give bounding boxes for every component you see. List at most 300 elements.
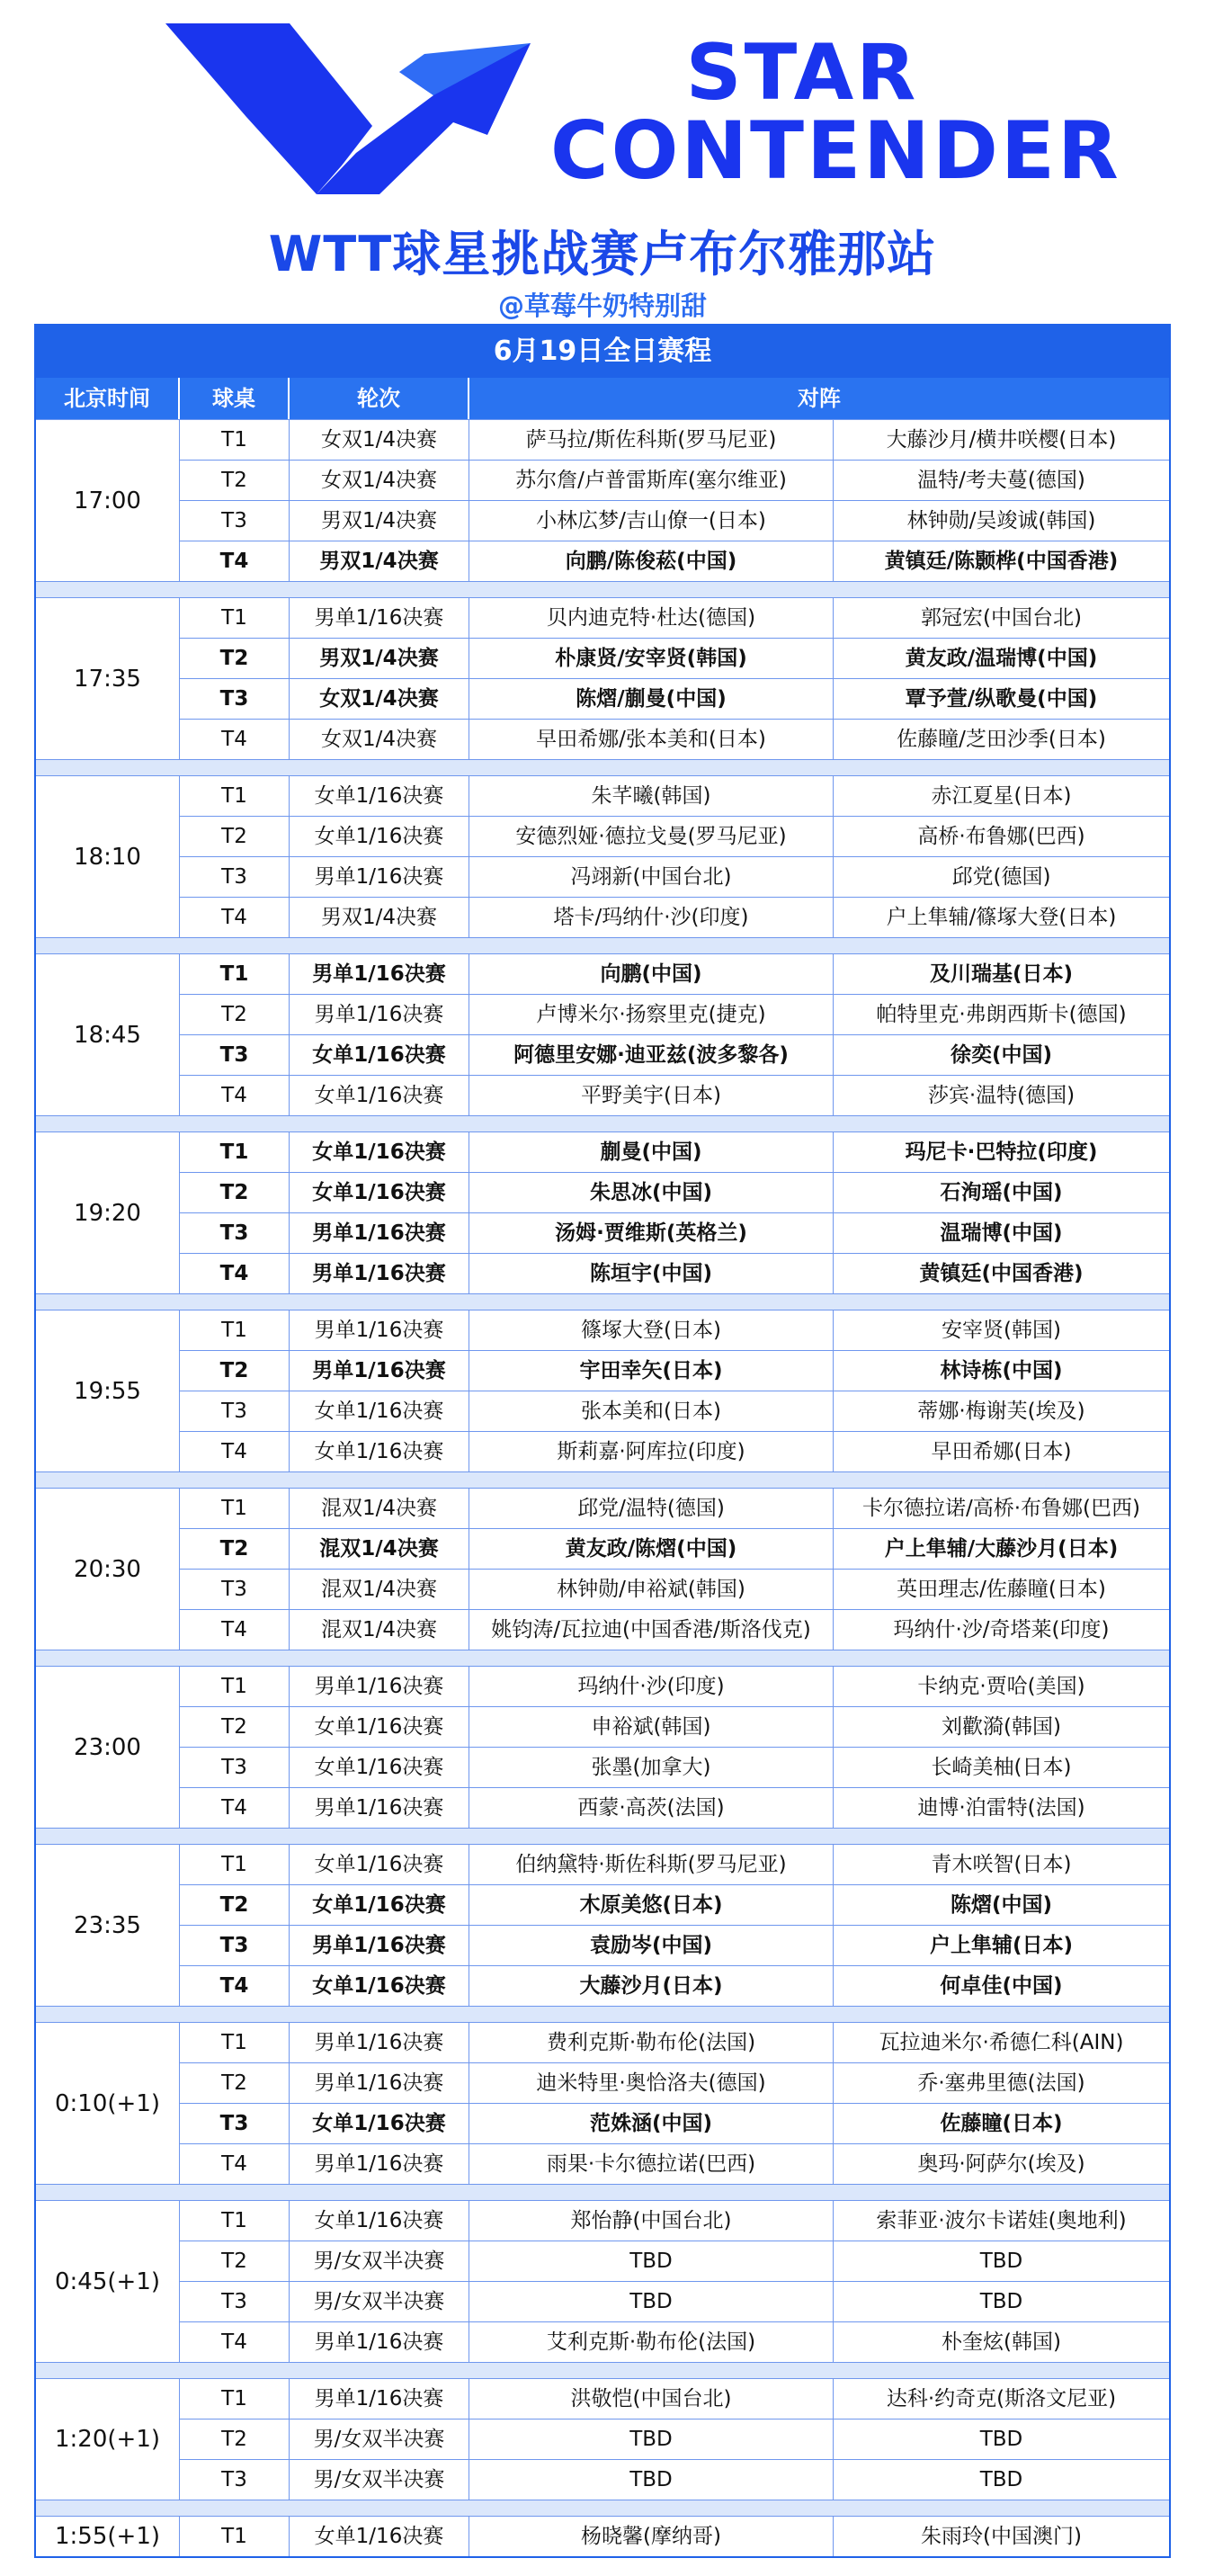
- cell-player-1: 蒯曼(中国): [469, 1132, 834, 1172]
- cell-round: 女单1/16决赛: [290, 1966, 469, 2006]
- cell-round: 男/女双半决赛: [290, 2460, 469, 2500]
- cell-player-1: 黄友政/陈熠(中国): [469, 1529, 834, 1569]
- cell-table: T1: [180, 1489, 290, 1528]
- cell-table: T4: [180, 898, 290, 937]
- cell-player-1: TBD: [469, 2419, 834, 2459]
- cell-player-2: 高桥·布鲁娜(巴西): [917, 825, 1085, 848]
- cell-table: T2: [180, 2063, 290, 2103]
- block-separator: [36, 1650, 1169, 1666]
- table-row: [180, 1132, 1169, 1172]
- cell-table: T1: [180, 1845, 290, 1884]
- cell-player-2: 瓦拉迪米尔·希德仁科(AIN): [879, 2031, 1124, 2054]
- cell-table: T3: [180, 679, 290, 719]
- match-rows: [180, 2023, 1169, 2184]
- time-slot-label: 19:55: [36, 1310, 180, 1471]
- cell-table: T3: [180, 501, 290, 541]
- cell-player-1: TBD: [469, 2282, 834, 2321]
- cell-player-2: 朱雨玲(中国澳门): [921, 2525, 1082, 2548]
- cell-round: 男单1/16决赛: [290, 1310, 469, 1350]
- match-rows: [180, 954, 1169, 1115]
- table-row: [180, 856, 1169, 897]
- cell-player-2: 石洵瑶(中国): [940, 1181, 1063, 1204]
- block-separator: [36, 581, 1169, 597]
- cell-player-1: 平野美宇(日本): [469, 1076, 834, 1115]
- cell-player-2: 林钟勋/吴竣诚(韩国): [906, 509, 1096, 532]
- cell-round: 男单1/16决赛: [290, 2322, 469, 2362]
- cell-round: 女单1/16决赛: [290, 1707, 469, 1747]
- cell-player-2: TBD: [979, 2290, 1023, 2313]
- cell-player-1: TBD: [469, 2241, 834, 2281]
- cell-player-1: 范姝涵(中国): [469, 2104, 834, 2143]
- cell-table: T1: [180, 2023, 290, 2062]
- cell-player-1: 袁励岑(中国): [469, 1926, 834, 1965]
- time-slot-block: [36, 419, 1169, 581]
- table-row: [180, 2241, 1169, 2281]
- time-slot-label: 17:35: [36, 598, 180, 759]
- cell-table: T4: [180, 720, 290, 759]
- cell-player-1: 萨马拉/斯佐科斯(罗马尼亚): [469, 420, 834, 460]
- cell-player-2: 大藤沙月/横井咲樱(日本): [886, 428, 1117, 452]
- table-row: [180, 994, 1169, 1034]
- table-row: [180, 1609, 1169, 1650]
- cell-round: 男/女双半决赛: [290, 2241, 469, 2281]
- table-row: [180, 1253, 1169, 1293]
- cell-player-2: 温瑞博(中国): [940, 1221, 1063, 1245]
- match-rows: [180, 1310, 1169, 1471]
- match-rows: [180, 2201, 1169, 2362]
- cell-player-2: 佐藤瞳(日本): [940, 2112, 1063, 2135]
- table-row: [180, 2419, 1169, 2459]
- cell-table: T3: [180, 1748, 290, 1787]
- table-row: [180, 500, 1169, 541]
- cell-player-1: 斯莉嘉·阿库拉(印度): [469, 1432, 834, 1471]
- table-row: [180, 1965, 1169, 2006]
- cell-round: 女单1/16决赛: [290, 1748, 469, 1787]
- cell-table: T4: [180, 1076, 290, 1115]
- block-separator: [36, 2184, 1169, 2200]
- cell-table: T3: [180, 1570, 290, 1609]
- cell-player-1: 向鹏(中国): [469, 954, 834, 994]
- cell-player-1: 阿德里安娜·迪亚兹(波多黎各): [469, 1035, 834, 1075]
- cell-player-2: TBD: [979, 2468, 1023, 2491]
- cell-table: T4: [180, 541, 290, 581]
- table-row: [180, 2201, 1169, 2241]
- cell-table: T1: [180, 2379, 290, 2419]
- table-row: [180, 897, 1169, 937]
- time-slot-label: 23:35: [36, 1845, 180, 2006]
- cell-table: T2: [180, 1707, 290, 1747]
- table-row: [180, 2379, 1169, 2419]
- table-row: [180, 1569, 1169, 1609]
- cell-player-2: 朴奎炫(韩国): [942, 2330, 1061, 2354]
- cell-round: 女单1/16决赛: [290, 1391, 469, 1431]
- cell-player-2: 卡纳克·贾哈(美国): [917, 1675, 1085, 1698]
- cell-table: T1: [180, 598, 290, 638]
- cell-round: 男单1/16决赛: [290, 857, 469, 897]
- table-row: [180, 678, 1169, 719]
- time-slot-label: 1:20(+1): [36, 2379, 180, 2500]
- time-slot-block: [36, 775, 1169, 937]
- cell-table: T1: [180, 2517, 290, 2556]
- match-rows: [180, 420, 1169, 581]
- table-row: [180, 954, 1169, 994]
- cell-round: 女单1/16决赛: [290, 1132, 469, 1172]
- table-row: [180, 2281, 1169, 2321]
- match-rows: [180, 1667, 1169, 1828]
- cell-table: T2: [180, 461, 290, 500]
- cell-player-1: 西蒙·高茨(法国): [469, 1788, 834, 1828]
- table-row: [180, 1787, 1169, 1828]
- time-slot-label: 0:45(+1): [36, 2201, 180, 2362]
- block-separator: [36, 1828, 1169, 1844]
- cell-player-1: 篠塚大登(日本): [469, 1310, 834, 1350]
- cell-round: 男双1/4决赛: [290, 501, 469, 541]
- table-row: [180, 1925, 1169, 1965]
- table-row: [180, 1172, 1169, 1212]
- cell-round: 女单1/16决赛: [290, 2201, 469, 2241]
- time-slot-label: 18:45: [36, 954, 180, 1115]
- cell-player-1: 卢博米尔·扬察里克(捷克): [469, 995, 834, 1034]
- cell-round: 混双1/4决赛: [290, 1529, 469, 1569]
- cell-player-2: 温特/考夫蔓(德国): [917, 469, 1085, 492]
- time-slot-label: 19:20: [36, 1132, 180, 1293]
- cell-table: T4: [180, 2322, 290, 2362]
- table-row: [180, 1747, 1169, 1787]
- cell-player-1: 张本美和(日本): [469, 1391, 834, 1431]
- table-row: [180, 1706, 1169, 1747]
- block-separator: [36, 2500, 1169, 2516]
- cell-table: T2: [180, 639, 290, 678]
- cell-player-2: 佐藤瞳/芝田沙季(日本): [897, 728, 1106, 751]
- cell-player-1: 冯翊新(中国台北): [469, 857, 834, 897]
- time-slot-label: 18:10: [36, 776, 180, 937]
- cell-player-2: 莎宾·温特(德国): [927, 1084, 1076, 1107]
- cell-player-2: 长崎美柚(日本): [931, 1756, 1072, 1779]
- table-row: [180, 1884, 1169, 1925]
- time-slot-label: 23:00: [36, 1667, 180, 1828]
- cell-table: T2: [180, 2241, 290, 2281]
- cell-player-2: 户上隼辅/篠塚大登(日本): [886, 906, 1117, 929]
- cell-player-2: 达科·约奇克(斯洛文尼亚): [886, 2387, 1117, 2411]
- cell-table: T3: [180, 1391, 290, 1431]
- cell-player-2: 黄镇廷(中国香港): [919, 1262, 1084, 1285]
- cell-player-1: 大藤沙月(日本): [469, 1966, 834, 2006]
- time-slot-label: 17:00: [36, 420, 180, 581]
- table-row: [180, 2103, 1169, 2143]
- cell-table: T3: [180, 2460, 290, 2500]
- table-row: [180, 776, 1169, 816]
- block-separator: [36, 1115, 1169, 1131]
- cell-round: 男双1/4决赛: [290, 541, 469, 581]
- cell-round: 女单1/16决赛: [290, 1035, 469, 1075]
- cell-player-1: 木原美悠(日本): [469, 1885, 834, 1925]
- cell-player-2: TBD: [979, 2428, 1023, 2451]
- cell-player-2: 早田希娜(日本): [931, 1440, 1072, 1463]
- cell-player-2: 青木咲智(日本): [931, 1853, 1072, 1876]
- table-row: [180, 2517, 1169, 2556]
- cell-round: 男单1/16决赛: [290, 2023, 469, 2062]
- brand-line-contender: CONTENDER: [550, 104, 1121, 197]
- table-row: [180, 1212, 1169, 1253]
- cell-table: T2: [180, 2419, 290, 2459]
- cell-round: 男双1/4决赛: [290, 639, 469, 678]
- cell-player-2: 英田理志/佐藤瞳(日本): [897, 1578, 1106, 1601]
- wtt-logo-icon: [164, 18, 532, 194]
- cell-round: 男单1/16决赛: [290, 2063, 469, 2103]
- cell-table: T4: [180, 1966, 290, 2006]
- cell-player-1: 邱党/温特(德国): [469, 1489, 834, 1528]
- block-separator: [36, 1293, 1169, 1310]
- table-row: [180, 1034, 1169, 1075]
- cell-player-2: 迪博·泊雷特(法国): [917, 1796, 1085, 1820]
- cell-round: 男双1/4决赛: [290, 898, 469, 937]
- cell-player-1: 姚钧涛/瓦拉迪(中国香港/斯洛伐克): [469, 1610, 834, 1650]
- cell-player-2: 林诗栋(中国): [940, 1359, 1063, 1382]
- cell-player-1: 陈垣宇(中国): [469, 1254, 834, 1293]
- time-slot-block: [36, 2378, 1169, 2500]
- cell-player-1: 向鹏/陈俊菘(中国): [469, 541, 834, 581]
- time-slot-block: [36, 1666, 1169, 1828]
- cell-round: 女单1/16决赛: [290, 817, 469, 856]
- cell-table: T3: [180, 1213, 290, 1253]
- cell-player-2: 乔·塞弗里德(法国): [917, 2071, 1085, 2095]
- match-rows: [180, 776, 1169, 937]
- header: [0, 0, 1205, 324]
- cell-player-2: 玛尼卡·巴特拉(印度): [905, 1140, 1098, 1164]
- block-separator: [36, 2362, 1169, 2378]
- cell-round: 男单1/16决赛: [290, 2379, 469, 2419]
- cell-player-1: 贝内迪克特·杜达(德国): [469, 598, 834, 638]
- cell-round: 女双1/4决赛: [290, 461, 469, 500]
- cell-player-2: 黄镇廷/陈颢桦(中国香港): [884, 550, 1119, 573]
- time-slot-label: 20:30: [36, 1489, 180, 1650]
- cell-player-2: 刘歡漪(韩国): [942, 1715, 1061, 1739]
- time-slot-label: 1:55(+1): [36, 2517, 180, 2556]
- column-header-time: 北京时间: [36, 378, 180, 419]
- time-slot-block: [36, 2200, 1169, 2362]
- cell-player-1: 郑怡静(中国台北): [469, 2201, 834, 2241]
- table-row: [180, 2459, 1169, 2500]
- cell-table: T1: [180, 1132, 290, 1172]
- cell-player-1: 宇田幸矢(日本): [469, 1351, 834, 1391]
- cell-table: T2: [180, 995, 290, 1034]
- cell-player-1: TBD: [469, 2460, 834, 2500]
- cell-player-2: 蒂娜·梅谢芙(埃及): [917, 1400, 1085, 1423]
- table-row: [180, 2023, 1169, 2062]
- cell-table: T3: [180, 1926, 290, 1965]
- cell-table: T4: [180, 1788, 290, 1828]
- time-slot-block: [36, 2022, 1169, 2184]
- cell-player-2: 陈熠(中国): [950, 1893, 1053, 1917]
- cell-table: T2: [180, 1351, 290, 1391]
- cell-table: T1: [180, 2201, 290, 2241]
- cell-player-2: 徐奕(中国): [950, 1043, 1053, 1067]
- brand-line-star: STAR: [685, 28, 919, 118]
- table-row: [180, 1667, 1169, 1706]
- cell-round: 女双1/4决赛: [290, 420, 469, 460]
- table-row: [180, 816, 1169, 856]
- cell-player-1: 迪米特里·奥恰洛夫(德国): [469, 2063, 834, 2103]
- table-row: [180, 2321, 1169, 2362]
- schedule-banner: 6月19日全日赛程: [36, 326, 1169, 378]
- cell-player-1: 玛纳什·沙(印度): [469, 1667, 834, 1706]
- cell-table: T2: [180, 817, 290, 856]
- cell-round: 男单1/16决赛: [290, 1213, 469, 1253]
- time-slot-block: [36, 1844, 1169, 2006]
- table-row: [180, 638, 1169, 678]
- cell-round: 男单1/16决赛: [290, 1254, 469, 1293]
- brand-wordmark: [550, 28, 1121, 197]
- cell-player-1: 朱思冰(中国): [469, 1173, 834, 1212]
- cell-round: 女单1/16决赛: [290, 1432, 469, 1471]
- schedule-table: [34, 324, 1171, 2558]
- cell-round: 女单1/16决赛: [290, 776, 469, 816]
- cell-round: 女单1/16决赛: [290, 2104, 469, 2143]
- table-row: [180, 1431, 1169, 1471]
- cell-player-1: 塔卡/玛纳什·沙(印度): [469, 898, 834, 937]
- cell-round: 男单1/16决赛: [290, 954, 469, 994]
- cell-round: 女单1/16决赛: [290, 1076, 469, 1115]
- cell-round: 男单1/16决赛: [290, 1926, 469, 1965]
- cell-player-2: TBD: [979, 2250, 1023, 2273]
- cell-table: T1: [180, 420, 290, 460]
- cell-player-1: 申裕斌(韩国): [469, 1707, 834, 1747]
- schedule-body: [36, 419, 1169, 2556]
- cell-player-1: 林钟勋/申裕斌(韩国): [469, 1570, 834, 1609]
- table-row: [180, 1075, 1169, 1115]
- time-slot-block: [36, 1310, 1169, 1471]
- cell-player-1: 杨晓馨(摩纳哥): [469, 2517, 834, 2556]
- cell-player-2: 户上隼辅(日本): [929, 1934, 1074, 1957]
- cell-player-1: 洪敬恺(中国台北): [469, 2379, 834, 2419]
- cell-player-1: 艾利克斯·勒布伦(法国): [469, 2322, 834, 2362]
- time-slot-block: [36, 1131, 1169, 1293]
- table-row: [180, 1489, 1169, 1528]
- cell-round: 男单1/16决赛: [290, 1788, 469, 1828]
- cell-player-1: 汤姆·贾维斯(英格兰): [469, 1213, 834, 1253]
- cell-player-1: 陈熠/蒯曼(中国): [469, 679, 834, 719]
- column-header-round: 轮次: [290, 378, 469, 419]
- column-header-match: 对阵: [798, 386, 841, 411]
- block-separator: [36, 1471, 1169, 1488]
- cell-table: T2: [180, 1173, 290, 1212]
- cell-player-1: 早田希娜/张本美和(日本): [469, 720, 834, 759]
- cell-player-2: 覃予萱/纵歌曼(中国): [905, 687, 1098, 711]
- table-row: [180, 1845, 1169, 1884]
- table-row: [180, 2143, 1169, 2184]
- cell-round: 男单1/16决赛: [290, 598, 469, 638]
- cell-table: T3: [180, 2104, 290, 2143]
- cell-player-1: 雨果·卡尔德拉诺(巴西): [469, 2144, 834, 2184]
- match-rows: [180, 2379, 1169, 2500]
- time-slot-block: [36, 597, 1169, 759]
- cell-player-2: 索菲亚·波尔卡诺娃(奥地利): [876, 2209, 1127, 2232]
- table-row: [180, 719, 1169, 759]
- cell-table: T3: [180, 2282, 290, 2321]
- cell-round: 男/女双半决赛: [290, 2282, 469, 2321]
- cell-table: T2: [180, 1529, 290, 1569]
- cell-round: 混双1/4决赛: [290, 1570, 469, 1609]
- table-row: [180, 1528, 1169, 1569]
- cell-player-1: 小林広梦/吉山僚一(日本): [469, 501, 834, 541]
- cell-round: 男单1/16决赛: [290, 2144, 469, 2184]
- table-row: [180, 1350, 1169, 1391]
- cell-round: 混双1/4决赛: [290, 1610, 469, 1650]
- table-row: [180, 598, 1169, 638]
- time-slot-block: [36, 1488, 1169, 1650]
- cell-player-2: 何卓佳(中国): [940, 1974, 1063, 1998]
- cell-round: 女单1/16决赛: [290, 2517, 469, 2556]
- author-handle: @草莓牛奶特别甜: [497, 291, 707, 321]
- cell-player-2: 玛纳什·沙/奇塔莱(印度): [893, 1618, 1110, 1641]
- cell-player-1: 伯纳黛特·斯佐科斯(罗马尼亚): [469, 1845, 834, 1884]
- cell-table: T4: [180, 2144, 290, 2184]
- cell-round: 男单1/16决赛: [290, 1351, 469, 1391]
- cell-table: T2: [180, 1885, 290, 1925]
- cell-player-1: 朱芊曦(韩国): [469, 776, 834, 816]
- cell-player-2: 户上隼辅/大藤沙月(日本): [884, 1537, 1119, 1561]
- time-slot-block: [36, 2516, 1169, 2556]
- cell-table: T4: [180, 1432, 290, 1471]
- table-row: [180, 1310, 1169, 1350]
- cell-table: T1: [180, 1310, 290, 1350]
- cell-round: 男单1/16决赛: [290, 1667, 469, 1706]
- column-header-row: [36, 378, 1169, 419]
- match-rows: [180, 1845, 1169, 2006]
- cell-player-2: 卡尔德拉诺/高桥·布鲁娜(巴西): [861, 1497, 1140, 1520]
- cell-table: T4: [180, 1254, 290, 1293]
- cell-table: T1: [180, 1667, 290, 1706]
- cell-table: T1: [180, 776, 290, 816]
- cell-round: 女双1/4决赛: [290, 679, 469, 719]
- match-rows: [180, 1489, 1169, 1650]
- cell-player-1: 苏尔詹/卢普雷斯库(塞尔维亚): [469, 461, 834, 500]
- table-row: [180, 2062, 1169, 2103]
- cell-player-1: 费利克斯·勒布伦(法国): [469, 2023, 834, 2062]
- cell-player-2: 郭冠宏(中国台北): [921, 606, 1082, 630]
- cell-round: 女单1/16决赛: [290, 1173, 469, 1212]
- cell-player-2: 及川瑞基(日本): [929, 962, 1074, 986]
- table-row: [180, 541, 1169, 581]
- block-separator: [36, 937, 1169, 953]
- cell-round: 男/女双半决赛: [290, 2419, 469, 2459]
- match-rows: [180, 598, 1169, 759]
- time-slot-block: [36, 953, 1169, 1115]
- table-row: [180, 460, 1169, 500]
- cell-player-2: 帕特里克·弗朗西斯卡(德国): [876, 1003, 1127, 1026]
- cell-table: T1: [180, 954, 290, 994]
- cell-player-2: 奥玛·阿萨尔(埃及): [917, 2152, 1085, 2176]
- cell-table: T3: [180, 1035, 290, 1075]
- cell-round: 男单1/16决赛: [290, 995, 469, 1034]
- block-separator: [36, 759, 1169, 775]
- cell-table: T4: [180, 1610, 290, 1650]
- cell-round: 女单1/16决赛: [290, 1845, 469, 1884]
- block-separator: [36, 2006, 1169, 2022]
- cell-table: T3: [180, 857, 290, 897]
- cell-player-1: 张墨(加拿大): [469, 1748, 834, 1787]
- cell-round: 女单1/16决赛: [290, 1885, 469, 1925]
- match-rows: [180, 2517, 1169, 2556]
- cell-round: 女双1/4决赛: [290, 720, 469, 759]
- cell-player-2: 安宰贤(韩国): [942, 1319, 1061, 1342]
- column-header-table: 球桌: [180, 378, 290, 419]
- cell-player-2: 邱党(德国): [951, 865, 1051, 889]
- page-title: WTT球星挑战赛卢布尔雅那站: [268, 226, 937, 282]
- cell-player-2: 赤江夏星(日本): [931, 784, 1072, 808]
- cell-player-2: 黄友政/温瑞博(中国): [905, 647, 1098, 670]
- match-rows: [180, 1132, 1169, 1293]
